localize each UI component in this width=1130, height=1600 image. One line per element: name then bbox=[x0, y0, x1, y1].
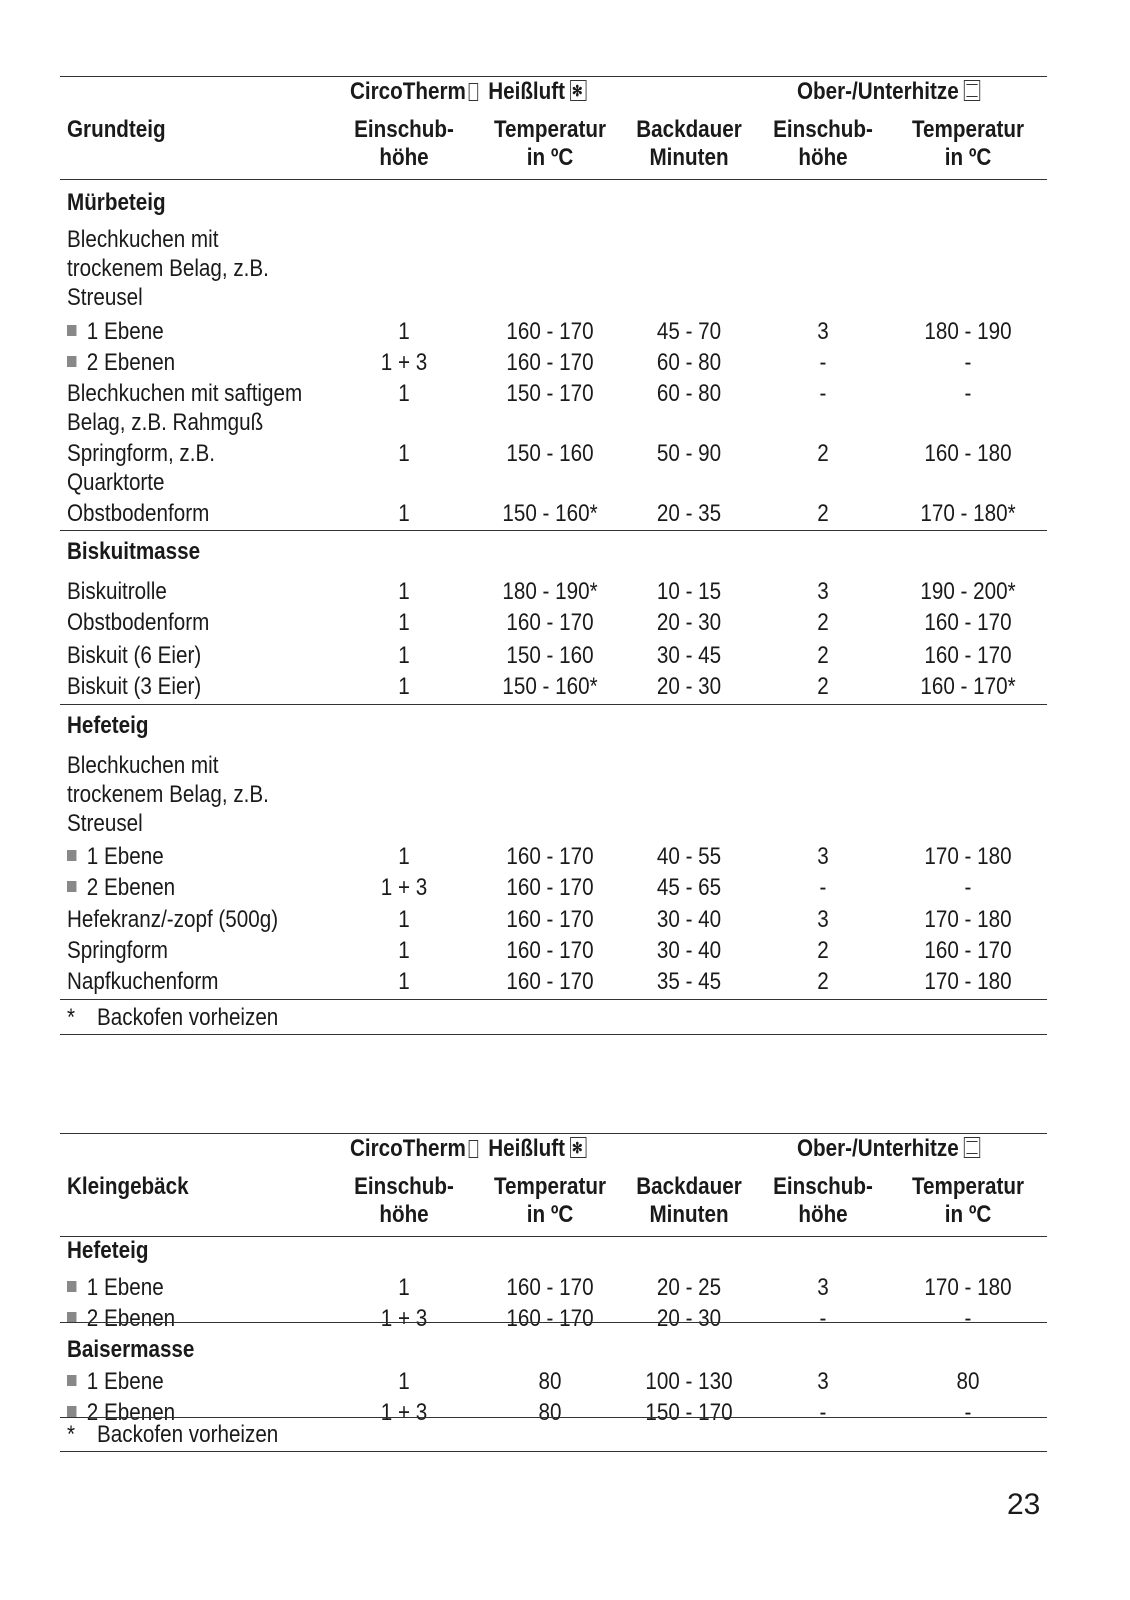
cell-shelf-level: 3 bbox=[817, 318, 829, 345]
cell-temperature: 150 - 160 bbox=[506, 642, 594, 669]
cell-baking-time: 30 - 45 bbox=[656, 642, 722, 669]
column-header-shelf-level: Einschub- bbox=[773, 1173, 873, 1200]
cell-temperature: 160 - 170 bbox=[924, 642, 1012, 669]
row-label-text: 2 Ebenen bbox=[86, 874, 176, 901]
cell-shelf-level: 3 bbox=[817, 843, 829, 870]
row-label bbox=[67, 780, 269, 810]
bullet-square-icon bbox=[67, 1406, 76, 1417]
column-header-temperature-unit: in ºC bbox=[526, 1201, 574, 1228]
ober-unterhitze-label: Ober-/Unterhitze bbox=[797, 78, 959, 105]
cell-temperature: - bbox=[964, 1305, 972, 1332]
row-label bbox=[67, 439, 215, 469]
cell-shelf-level: 2 bbox=[817, 937, 829, 964]
cell-shelf-level: 3 bbox=[817, 578, 829, 605]
footnote-text: Backofen vorheizen bbox=[97, 1421, 279, 1448]
row-label bbox=[67, 608, 209, 638]
cell-temperature: 160 - 180 bbox=[924, 440, 1012, 467]
row-label bbox=[67, 936, 168, 966]
cell-baking-time: 20 - 30 bbox=[656, 609, 722, 636]
row-label bbox=[67, 317, 164, 347]
cell-baking-time: 10 - 15 bbox=[656, 578, 722, 605]
row-label-text: Blechkuchen mit saftigem bbox=[67, 380, 303, 407]
row-label-text: trockenem Belag, z.B. bbox=[67, 781, 269, 808]
header-bottom-rule bbox=[60, 1236, 1047, 1237]
cell-baking-time: 40 - 55 bbox=[656, 843, 722, 870]
cell-baking-time: 150 - 170 bbox=[645, 1399, 733, 1426]
row-label bbox=[67, 225, 218, 255]
cell-baking-time: 45 - 65 bbox=[656, 874, 722, 901]
column-header-temperature-unit: in ºC bbox=[944, 1201, 992, 1228]
row-label-text: Springform, z.B. bbox=[67, 440, 215, 467]
row-label-text: Belag, z.B. Rahmguß bbox=[67, 409, 264, 436]
bullet-square-icon bbox=[67, 1375, 76, 1386]
heissluft-label: Heißluft bbox=[488, 1135, 566, 1162]
bullet-square-icon bbox=[67, 850, 76, 861]
row-label-text: Quarktorte bbox=[67, 469, 165, 496]
cell-temperature: 190 - 200* bbox=[920, 578, 1016, 605]
cell-temperature: 160 - 170 bbox=[506, 937, 594, 964]
row-label bbox=[67, 641, 201, 671]
column-header-temperature: Temperatur bbox=[493, 1173, 607, 1200]
mode-ober-unterhitze bbox=[797, 78, 980, 106]
row-label-text: Hefekranz/-zopf (500g) bbox=[67, 906, 279, 933]
cell-shelf-level: 2 bbox=[817, 968, 829, 995]
cell-temperature: 160 - 170 bbox=[506, 318, 594, 345]
cell-shelf-level: - bbox=[819, 349, 827, 376]
row-label bbox=[67, 672, 201, 702]
column-header-shelf-level: Einschub- bbox=[773, 116, 873, 143]
cell-baking-time: 20 - 25 bbox=[656, 1274, 722, 1301]
cell-baking-time: 30 - 40 bbox=[656, 906, 722, 933]
cell-baking-time: 45 - 70 bbox=[656, 318, 722, 345]
cell-temperature: 160 - 170 bbox=[924, 609, 1012, 636]
row-label bbox=[67, 283, 143, 313]
table-top-rule bbox=[60, 1133, 1047, 1134]
cell-temperature: 160 - 170 bbox=[506, 874, 594, 901]
cell-shelf-level: 1 bbox=[398, 500, 410, 527]
row-label-text: 1 Ebene bbox=[86, 1274, 164, 1301]
row-label bbox=[67, 577, 167, 607]
cell-temperature: 80 bbox=[538, 1399, 562, 1426]
ober-unterhitze-label: Ober-/Unterhitze bbox=[797, 1135, 959, 1162]
row-label-text: 1 Ebene bbox=[86, 843, 164, 870]
row-label bbox=[67, 809, 143, 839]
column-header-temperature: Temperatur bbox=[493, 116, 607, 143]
cell-shelf-level: 3 bbox=[817, 906, 829, 933]
row-label bbox=[67, 379, 302, 409]
cell-temperature: 170 - 180 bbox=[924, 843, 1012, 870]
row-label-text: 2 Ebenen bbox=[86, 1399, 176, 1426]
row-label bbox=[67, 499, 209, 529]
cell-temperature: 170 - 180* bbox=[920, 500, 1016, 527]
row-label-text: 2 Ebenen bbox=[86, 1305, 176, 1332]
fan-icon bbox=[570, 1137, 586, 1158]
column-header-temperature-unit: in ºC bbox=[526, 144, 574, 171]
section-title: Mürbeteig bbox=[67, 189, 166, 216]
cell-temperature: 160 - 170* bbox=[920, 673, 1016, 700]
column-header-shelf-level: Einschub- bbox=[354, 1173, 454, 1200]
cell-baking-time: 30 - 40 bbox=[656, 937, 722, 964]
cell-temperature: 80 bbox=[956, 1368, 980, 1395]
bullet-square-icon bbox=[67, 881, 76, 892]
cell-temperature: 170 - 180 bbox=[924, 906, 1012, 933]
column-header-dough: Grundteig bbox=[67, 116, 166, 143]
cell-temperature: 150 - 160 bbox=[506, 440, 594, 467]
row-label-text: Biskuit (3 Eier) bbox=[67, 673, 202, 700]
column-header-dough: Kleingebäck bbox=[67, 1173, 189, 1200]
cell-shelf-level: - bbox=[819, 1305, 827, 1332]
column-header-temperature: Temperatur bbox=[911, 1173, 1025, 1200]
mode-circotherm-heissluft bbox=[350, 78, 587, 106]
column-header-baking-time-unit: Minuten bbox=[649, 144, 729, 171]
table-bottom-rule bbox=[60, 1451, 1047, 1452]
row-label bbox=[67, 751, 218, 781]
column-header-shelf-level-unit: höhe bbox=[798, 1201, 848, 1228]
table-bottom-rule bbox=[60, 1034, 1047, 1035]
cell-shelf-level: 1 bbox=[398, 968, 410, 995]
cell-shelf-level: 1 bbox=[398, 578, 410, 605]
cell-shelf-level: 1 bbox=[398, 1274, 410, 1301]
cell-temperature: 170 - 180 bbox=[924, 1274, 1012, 1301]
cell-shelf-level: 1 bbox=[398, 673, 410, 700]
row-label bbox=[67, 348, 175, 378]
footnote-top-rule bbox=[60, 999, 1047, 1000]
section-title: Hefeteig bbox=[67, 712, 149, 739]
cell-temperature: 150 - 160* bbox=[502, 673, 598, 700]
footnote-mark: * bbox=[67, 1421, 76, 1448]
column-header-shelf-level-unit: höhe bbox=[798, 144, 848, 171]
cell-temperature: 160 - 170 bbox=[506, 843, 594, 870]
fan-icon bbox=[570, 80, 586, 101]
cell-shelf-level: - bbox=[819, 1399, 827, 1426]
column-header-baking-time: Backdauer bbox=[636, 1173, 742, 1200]
cell-temperature: 170 - 180 bbox=[924, 968, 1012, 995]
bullet-square-icon bbox=[67, 1281, 76, 1292]
cell-temperature: 160 - 170 bbox=[506, 349, 594, 376]
cell-temperature: 160 - 170 bbox=[506, 1305, 594, 1332]
row-label-text: Biskuit (6 Eier) bbox=[67, 642, 202, 669]
row-label bbox=[67, 1304, 175, 1334]
section-title: Hefeteig bbox=[67, 1237, 149, 1264]
top-bottom-heat-icon bbox=[964, 1137, 980, 1158]
cell-baking-time: 20 - 30 bbox=[656, 673, 722, 700]
row-label-text: Springform bbox=[67, 937, 168, 964]
footnote-top-rule bbox=[60, 1417, 1047, 1418]
cell-shelf-level: 1 bbox=[398, 318, 410, 345]
footnote-mark: * bbox=[67, 1004, 76, 1031]
mode-circotherm-heissluft bbox=[350, 1135, 587, 1163]
cell-shelf-level: 1 bbox=[398, 609, 410, 636]
cell-temperature: 160 - 170 bbox=[506, 1274, 594, 1301]
row-label-text: Obstbodenform bbox=[67, 609, 210, 636]
row-label-text: trockenem Belag, z.B. bbox=[67, 255, 269, 282]
cell-baking-time: 20 - 30 bbox=[656, 1305, 722, 1332]
cell-temperature: 150 - 170 bbox=[506, 380, 594, 407]
cell-shelf-level: 1 bbox=[398, 642, 410, 669]
cell-temperature: - bbox=[964, 349, 972, 376]
cell-shelf-level: 1 bbox=[398, 906, 410, 933]
cell-shelf-level: 1 bbox=[398, 843, 410, 870]
cell-baking-time: 60 - 80 bbox=[656, 380, 722, 407]
column-header-shelf-level: Einschub- bbox=[354, 116, 454, 143]
cell-temperature: 180 - 190* bbox=[502, 578, 598, 605]
table-top-rule bbox=[60, 76, 1047, 77]
row-label-text: Blechkuchen mit bbox=[67, 752, 219, 779]
cell-shelf-level: - bbox=[819, 874, 827, 901]
row-label-text: Napfkuchenform bbox=[67, 968, 219, 995]
row-label bbox=[67, 1367, 164, 1397]
bullet-square-icon bbox=[67, 325, 76, 336]
row-label-text: 1 Ebene bbox=[86, 318, 164, 345]
column-header-temperature: Temperatur bbox=[911, 116, 1025, 143]
cell-temperature: 160 - 170 bbox=[506, 968, 594, 995]
top-bottom-heat-icon bbox=[964, 80, 980, 101]
cell-shelf-level: 1 bbox=[398, 380, 410, 407]
bullet-square-icon bbox=[67, 356, 76, 367]
header-bottom-rule bbox=[60, 179, 1047, 180]
cell-shelf-level: 2 bbox=[817, 440, 829, 467]
section-divider-rule bbox=[60, 530, 1047, 531]
section-divider-rule bbox=[60, 704, 1047, 705]
cell-shelf-level: - bbox=[819, 380, 827, 407]
row-label-text: Streusel bbox=[67, 284, 143, 311]
circotherm-symbol-icon bbox=[468, 83, 477, 101]
column-header-baking-time-unit: Minuten bbox=[649, 1201, 729, 1228]
cell-shelf-level: 1 + 3 bbox=[380, 874, 428, 901]
section-title: Biskuitmasse bbox=[67, 538, 201, 565]
row-label-text: Streusel bbox=[67, 810, 143, 837]
row-label bbox=[67, 967, 218, 997]
row-label-text: Biskuitrolle bbox=[67, 578, 167, 605]
row-label-text: 1 Ebene bbox=[86, 1368, 164, 1395]
column-header-shelf-level-unit: höhe bbox=[379, 144, 429, 171]
heissluft-label: Heißluft bbox=[488, 78, 566, 105]
row-label bbox=[67, 873, 175, 903]
section-title: Baisermasse bbox=[67, 1336, 195, 1363]
column-header-temperature-unit: in ºC bbox=[944, 144, 992, 171]
cell-temperature: - bbox=[964, 380, 972, 407]
row-label-text: Obstbodenform bbox=[67, 500, 210, 527]
cell-shelf-level: 1 bbox=[398, 1368, 410, 1395]
column-header-shelf-level-unit: höhe bbox=[379, 1201, 429, 1228]
footnote-text: Backofen vorheizen bbox=[97, 1004, 279, 1031]
cell-shelf-level: 1 + 3 bbox=[380, 1305, 428, 1332]
section-divider-rule bbox=[60, 1322, 1047, 1323]
cell-shelf-level: 2 bbox=[817, 642, 829, 669]
column-header-baking-time: Backdauer bbox=[636, 116, 742, 143]
row-label-text: Blechkuchen mit bbox=[67, 226, 219, 253]
cell-temperature: 150 - 160* bbox=[502, 500, 598, 527]
cell-temperature: - bbox=[964, 1399, 972, 1426]
cell-temperature: 160 - 170 bbox=[924, 937, 1012, 964]
page-number: 23 bbox=[1007, 1488, 1041, 1521]
cell-shelf-level: 3 bbox=[817, 1368, 829, 1395]
cell-shelf-level: 1 bbox=[398, 440, 410, 467]
cell-baking-time: 20 - 35 bbox=[656, 500, 722, 527]
cell-temperature: 180 - 190 bbox=[924, 318, 1012, 345]
cell-temperature: 160 - 170 bbox=[506, 609, 594, 636]
cell-baking-time: 100 - 130 bbox=[645, 1368, 733, 1395]
row-label bbox=[67, 1273, 164, 1303]
row-label-text: 2 Ebenen bbox=[86, 349, 176, 376]
cell-baking-time: 60 - 80 bbox=[656, 349, 722, 376]
circotherm-label: CircoTherm bbox=[350, 1135, 466, 1162]
row-label bbox=[67, 408, 263, 438]
cell-shelf-level: 2 bbox=[817, 673, 829, 700]
cell-shelf-level: 3 bbox=[817, 1274, 829, 1301]
cell-temperature: - bbox=[964, 874, 972, 901]
cell-baking-time: 50 - 90 bbox=[656, 440, 722, 467]
cell-shelf-level: 1 + 3 bbox=[380, 349, 428, 376]
circotherm-label: CircoTherm bbox=[350, 78, 466, 105]
row-label bbox=[67, 254, 269, 284]
row-label bbox=[67, 842, 164, 872]
cell-shelf-level: 1 + 3 bbox=[380, 1399, 428, 1426]
circotherm-symbol-icon bbox=[468, 1140, 477, 1158]
row-label bbox=[67, 905, 278, 935]
cell-temperature: 80 bbox=[538, 1368, 562, 1395]
cell-shelf-level: 2 bbox=[817, 500, 829, 527]
cell-shelf-level: 1 bbox=[398, 937, 410, 964]
cell-shelf-level: 2 bbox=[817, 609, 829, 636]
cell-temperature: 160 - 170 bbox=[506, 906, 594, 933]
mode-ober-unterhitze bbox=[797, 1135, 980, 1163]
cell-baking-time: 35 - 45 bbox=[656, 968, 722, 995]
row-label bbox=[67, 468, 165, 498]
